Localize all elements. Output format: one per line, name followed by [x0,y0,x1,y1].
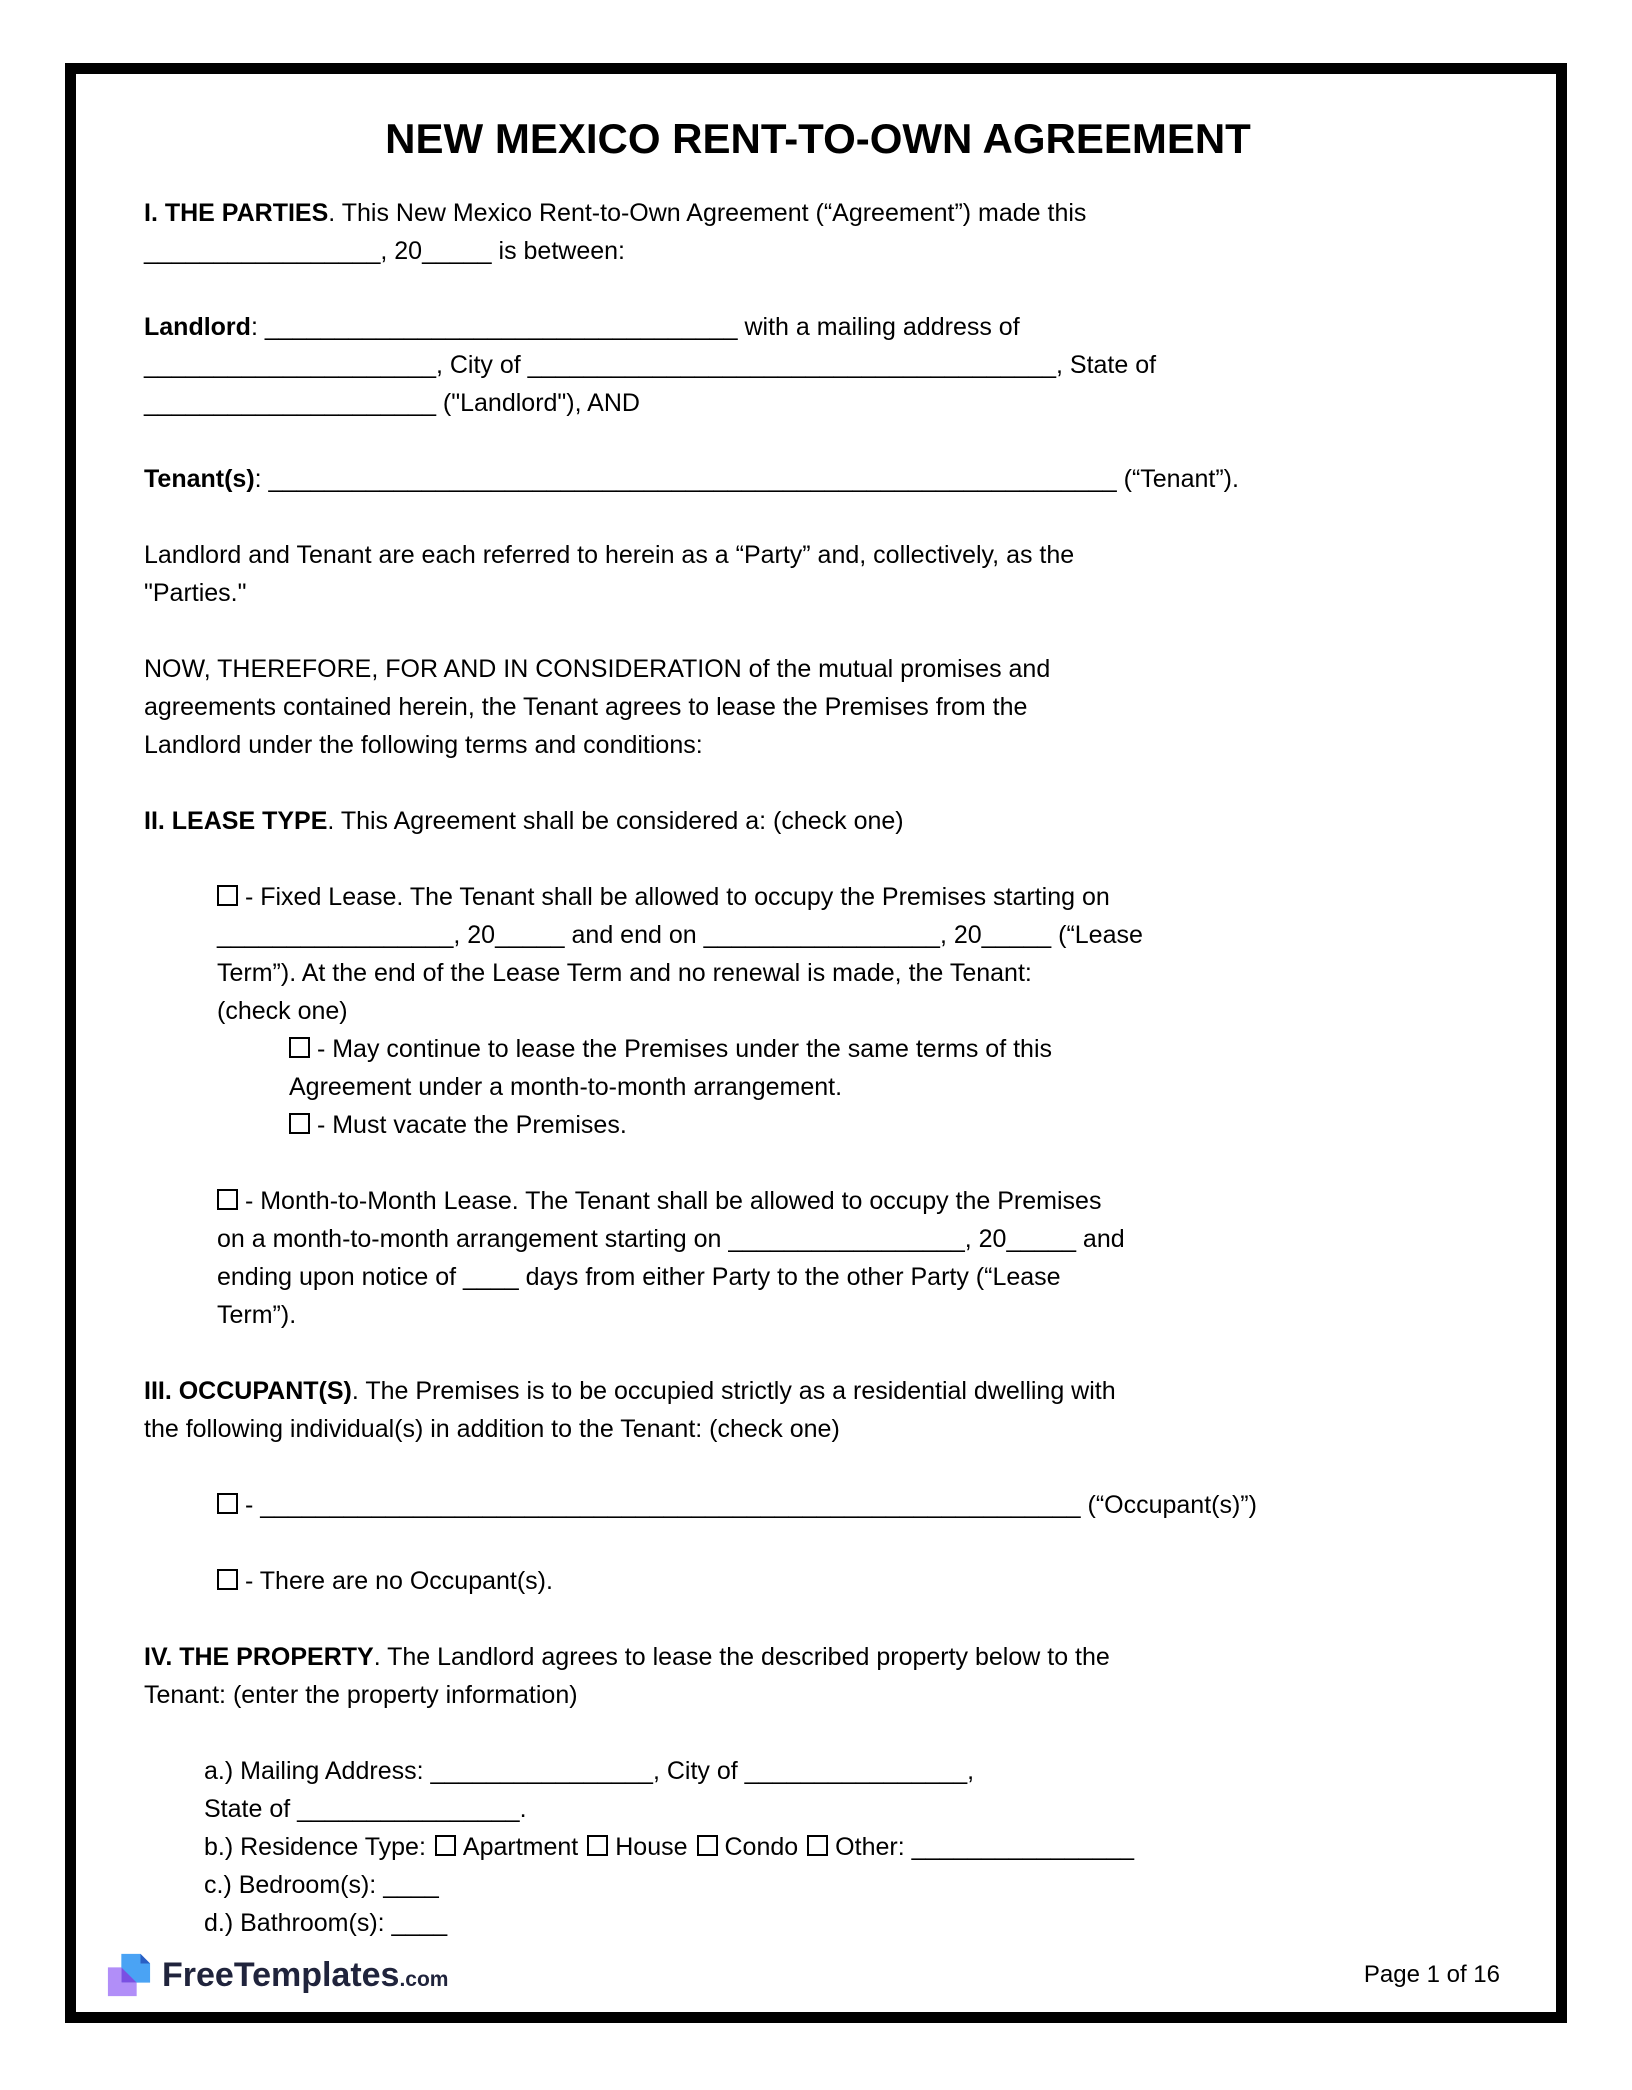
text-line: - Fixed Lease. The Tenant shall be allowed to occupy the Premises starting on [217,878,1492,916]
no-occupants-option [217,1562,1492,1600]
occupants-named-checkbox[interactable] [217,1493,238,1514]
now-therefore-paragraph [144,650,1492,764]
continue-lease-option [289,1030,1492,1106]
condo-checkbox[interactable] [697,1835,718,1856]
text-line: II. LEASE TYPE. This Agreement shall be considered a: (check one) [144,807,904,836]
fixed-lease-checkbox[interactable] [217,885,238,906]
state-line: State of ________________. [204,1795,527,1824]
text-line: - ___________________________________________________________ (“Occupant(s)”) [217,1486,1492,1524]
other-checkbox[interactable] [807,1835,828,1856]
text-line: Term”). [217,1301,297,1330]
text-line: _____________________, City of ______________________________________, State of [144,351,1157,380]
brand-name: FreeTemplates [162,1955,400,1994]
must-vacate-checkbox[interactable] [289,1113,310,1134]
section-i-the-parties [144,194,1492,270]
text-line: I. THE PARTIES. This New Mexico Rent-to-Own Agreement (“Agreement”) made this [144,199,1087,228]
landlord-label: Landlord [144,313,251,342]
bedrooms-line: c.) Bedroom(s): ____ [204,1871,439,1900]
section-label: II. LEASE TYPE [144,807,328,836]
landlord-block [144,308,1492,422]
brand-suffix: .com [399,1967,449,1991]
property-details-list [204,1752,1492,1942]
text-line: NOW, THEREFORE, FOR AND IN CONSIDERATION of the mutual promises and [144,655,1051,684]
section-iii-occupants [144,1372,1492,1448]
tenant-block [144,460,1492,498]
page-footer [106,1952,1500,1998]
section-ii-lease-type [144,802,1492,840]
page-number: Page 1 of 16 [1363,1961,1500,1988]
text-line: Landlord under the following terms and conditions: [144,731,703,760]
occupants-named-option [217,1486,1492,1524]
fixed-lease-option [217,878,1492,1030]
text-line: _____________________ ("Landlord"), AND [144,389,640,418]
freetemplates-brand [106,1952,448,1998]
tenant-label: Tenant(s) [144,465,255,494]
bathrooms-line: d.) Bathroom(s): ____ [204,1909,448,1938]
text-line: Tenant: (enter the property information) [144,1681,578,1710]
section-label: III. OCCUPANT(S) [144,1377,352,1406]
section-label: I. THE PARTIES [144,199,329,228]
house-checkbox[interactable] [587,1835,608,1856]
text-line: III. OCCUPANT(S). The Premises is to be occupied strictly as a residential dwelling with [144,1377,1116,1406]
section-label: IV. THE PROPERTY [144,1643,374,1672]
text-line: Term”). At the end of the Lease Term and no renewal is made, the Tenant: [217,959,1032,988]
month-to-month-checkbox[interactable] [217,1189,238,1210]
text-line: Landlord: __________________________________ with a mailing address of [144,313,1020,342]
text-line: agreements contained herein, the Tenant agrees to lease the Premises from the [144,693,1028,722]
apartment-checkbox[interactable] [435,1835,456,1856]
text-line: Tenant(s): _____________________________________________________________ (“Tenant”). [144,465,1239,494]
mailing-address-line: a.) Mailing Address: ________________, City of ________________, [204,1757,975,1786]
residence-type-line: b.) Residence Type: Apartment House Condo Other: ________________ [204,1833,1135,1862]
text-line: ending upon notice of ____ days from either Party to the other Party (“Lease [217,1263,1061,1292]
continue-month-to-month-checkbox[interactable] [289,1037,310,1058]
no-occupants-checkbox[interactable] [217,1569,238,1590]
text-line: - There are no Occupant(s). [217,1562,1492,1600]
text-line: _________________, 20_____ is between: [144,237,625,266]
text-line: - Must vacate the Premises. [289,1106,1492,1144]
vacate-option [289,1106,1492,1144]
text-line: Agreement under a month-to-month arrangement. [289,1073,843,1102]
text-line: (check one) [217,997,348,1026]
document-page [65,63,1567,2023]
month-to-month-option [217,1182,1492,1334]
parties-referred-paragraph [144,536,1492,612]
section-iv-the-property [144,1638,1492,1714]
text-line: on a month-to-month arrangement starting on _________________, 20_____ and [217,1225,1125,1254]
text-line: IV. THE PROPERTY. The Landlord agrees to lease the described property below to the [144,1643,1110,1672]
document-content [76,74,1556,1942]
text-line: - Month-to-Month Lease. The Tenant shall be allowed to occupy the Premises [217,1182,1492,1220]
freetemplates-logo-icon [106,1952,152,1998]
text-line: Landlord and Tenant are each referred to herein as a “Party” and, collectively, as the [144,541,1075,570]
page-title: NEW MEXICO RENT-TO-OWN AGREEMENT [385,115,1251,162]
text-line: _________________, 20_____ and end on _________________, 20_____ (“Lease [217,921,1143,950]
text-line: the following individual(s) in addition to the Tenant: (check one) [144,1415,840,1444]
text-line: - May continue to lease the Premises under the same terms of this [289,1030,1492,1068]
text-line: "Parties." [144,579,247,608]
brand-text [162,1956,448,1995]
